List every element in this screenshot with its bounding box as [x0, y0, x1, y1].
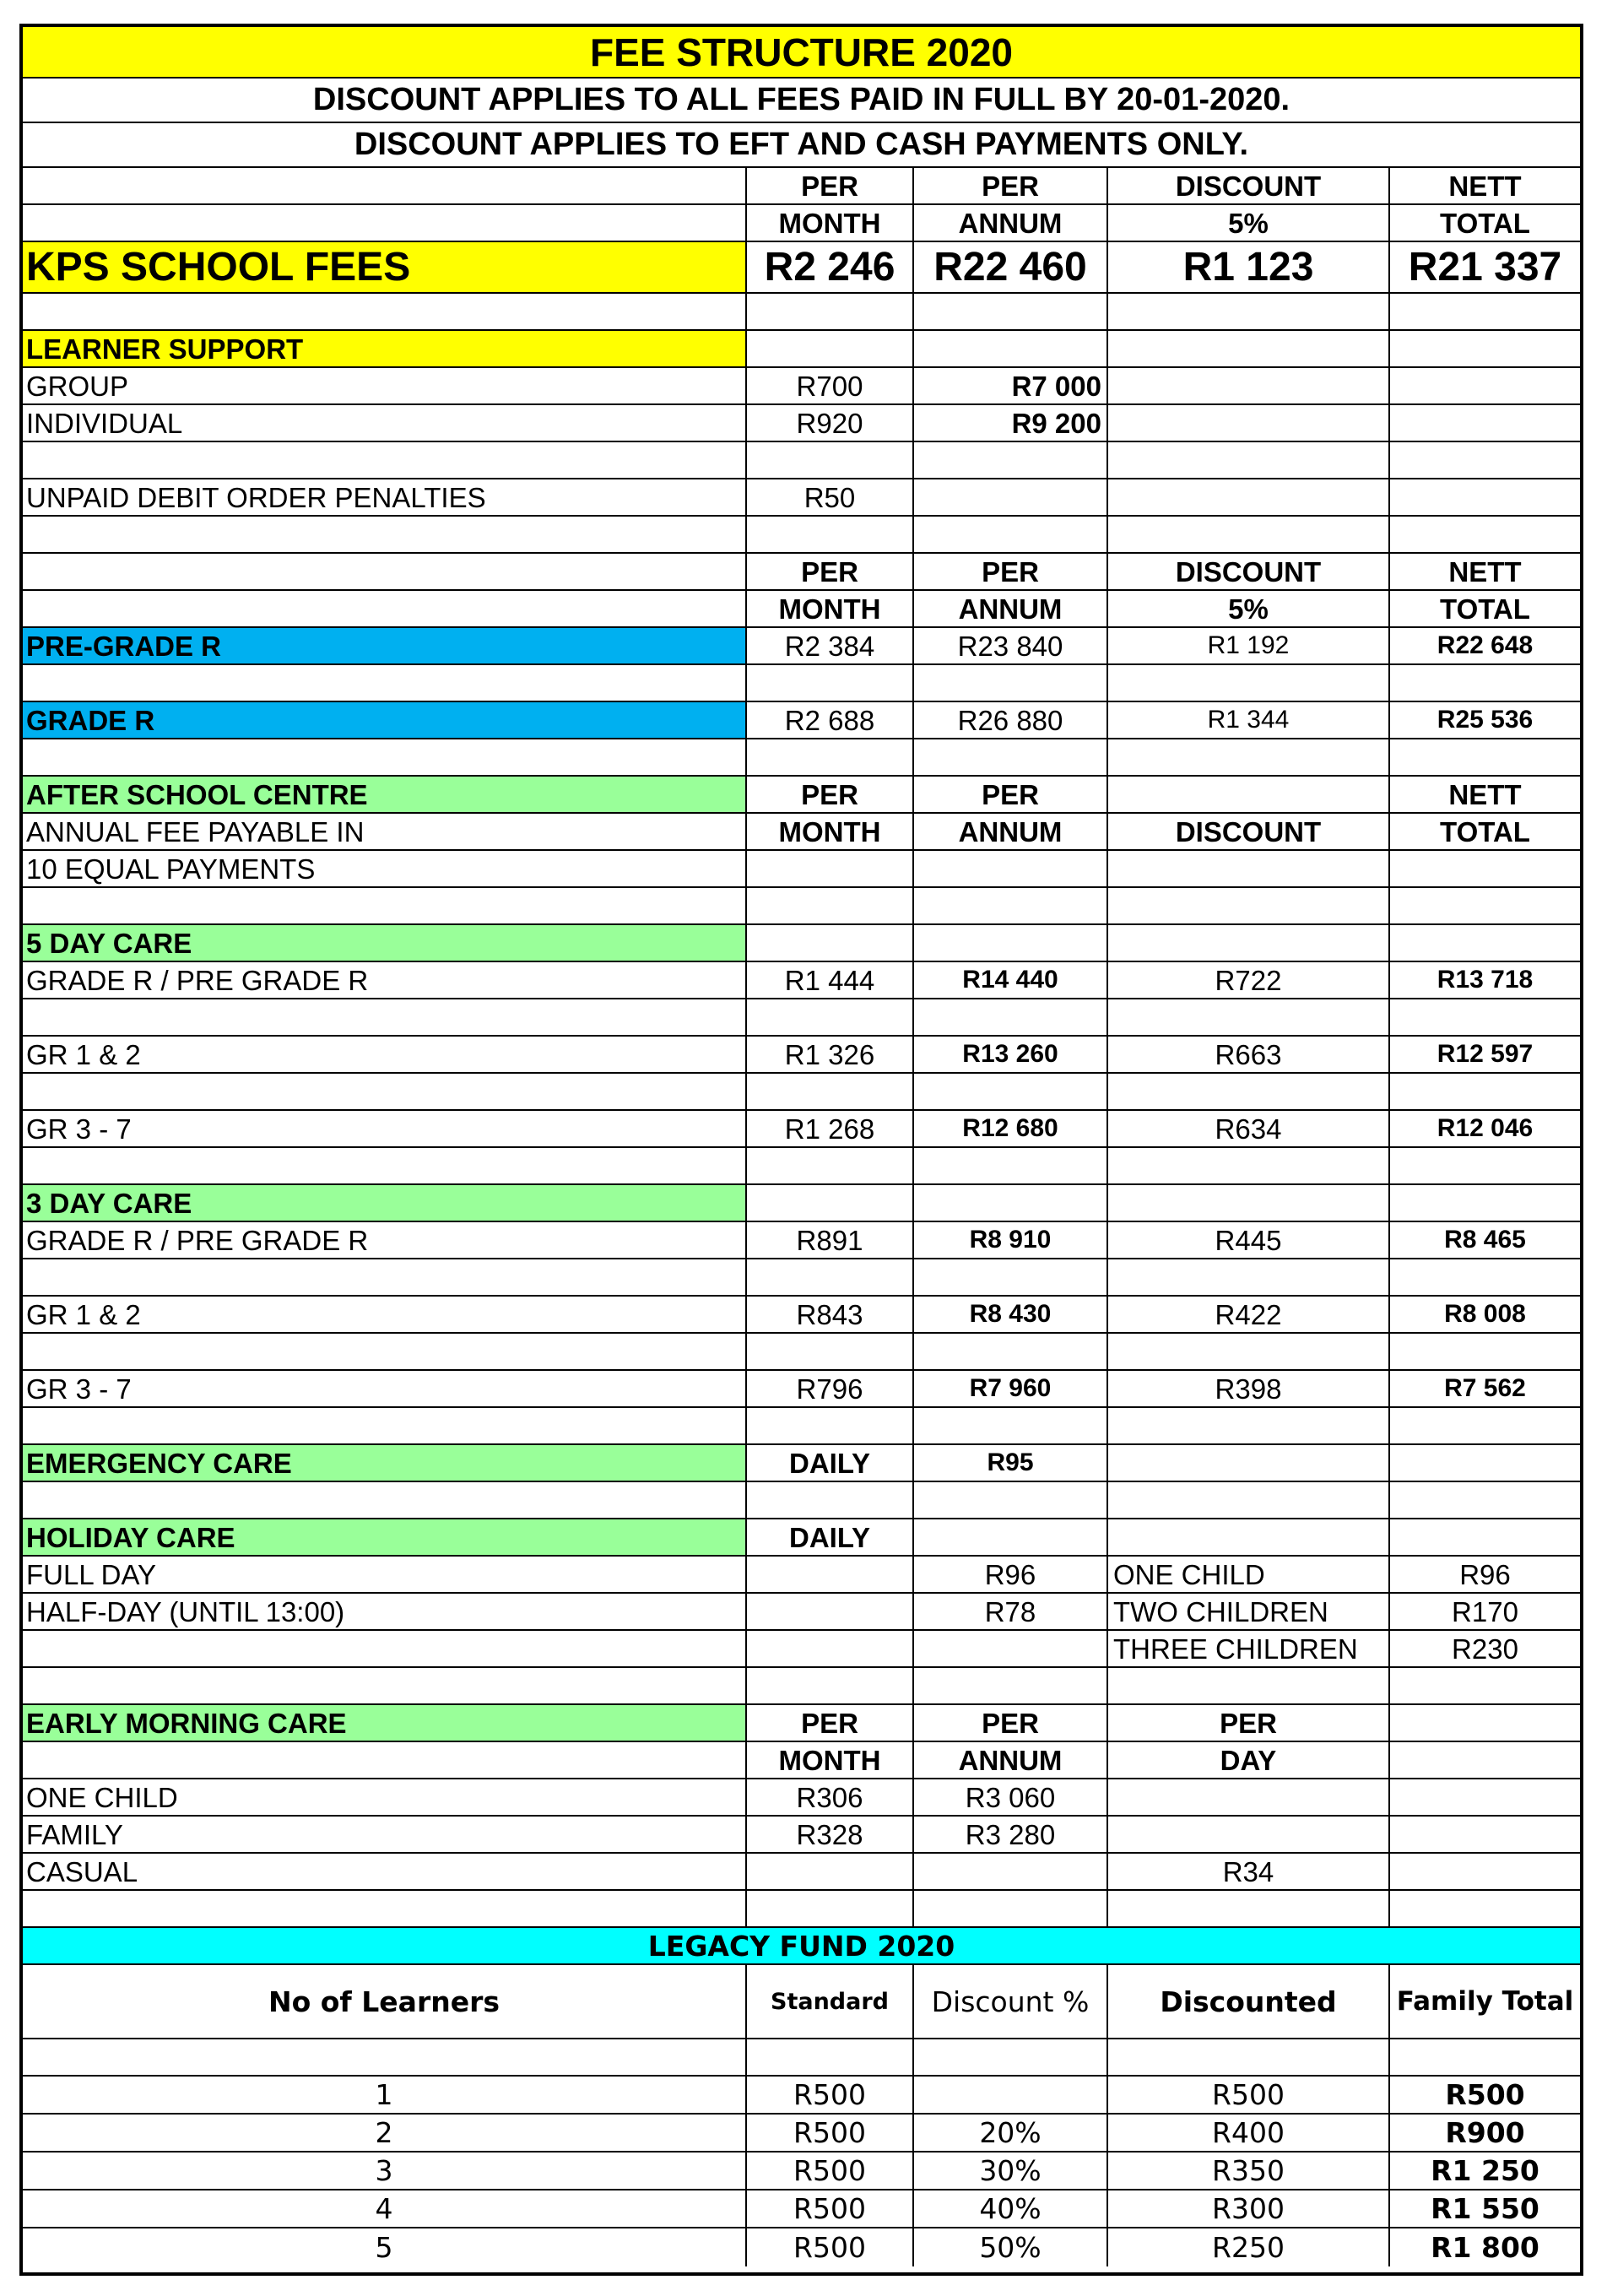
grade-r-label: GRADE R	[23, 702, 747, 738]
discounted-value: R350	[1108, 2152, 1390, 2189]
discount-pct-value: 40%	[914, 2190, 1108, 2227]
section-row	[23, 1519, 1580, 1557]
table-row	[23, 1111, 1580, 1148]
row-label: ONE CHILD	[23, 1779, 747, 1815]
discount-value: R422	[1108, 1297, 1390, 1332]
standard-value: R500	[747, 2190, 914, 2227]
annum-value: R8 430	[914, 1297, 1108, 1332]
row-label: GRADE R / PRE GRADE R	[23, 962, 747, 998]
table-row	[23, 702, 1580, 739]
table-row	[23, 405, 1580, 442]
row-label: CASUAL	[23, 1854, 747, 1889]
col-header-month: MONTH	[747, 591, 914, 626]
five-day-care-heading: 5 DAY CARE	[23, 925, 747, 961]
spacer-row	[23, 1891, 1580, 1928]
col-header-per: PER	[747, 777, 914, 812]
table-row	[23, 1037, 1580, 1074]
spacer-row	[23, 999, 1580, 1037]
annum-value: R3 280	[914, 1817, 1108, 1852]
legacy-header-row	[23, 1965, 1580, 2039]
annum-value: R13 260	[914, 1037, 1108, 1072]
col-header-annum: ANNUM	[914, 205, 1108, 241]
family-total-value: R1 250	[1431, 2154, 1539, 2187]
section-row	[23, 925, 1580, 962]
total-value: R13 718	[1437, 966, 1534, 994]
table-row	[23, 1222, 1580, 1259]
table-row	[23, 2077, 1580, 2115]
table-row	[23, 368, 1580, 405]
row-label: ANNUAL FEE PAYABLE IN	[23, 814, 747, 849]
col-header-total: TOTAL	[1440, 593, 1530, 625]
annum-value: R9 200	[914, 405, 1108, 441]
discount-pct-value: 50%	[914, 2228, 1108, 2266]
month-value: R2 688	[747, 702, 914, 738]
family-total-value: R1 550	[1431, 2192, 1539, 2225]
month-value: R700	[747, 368, 914, 403]
month-value: R843	[747, 1297, 914, 1332]
total-value: R7 562	[1444, 1374, 1526, 1402]
total-value: R12 597	[1437, 1040, 1534, 1068]
header-row	[23, 591, 1580, 628]
col-header-discount-pct: 5%	[1108, 205, 1390, 241]
school-fees-annum: R22 460	[914, 242, 1108, 292]
table-row	[23, 1817, 1580, 1854]
month-value: R1 444	[747, 962, 914, 998]
month-value: R306	[747, 1779, 914, 1815]
spacer-row	[23, 1334, 1580, 1371]
discount-value: R634	[1108, 1111, 1390, 1146]
col-header-annum: ANNUM	[914, 1742, 1108, 1778]
after-school-heading: AFTER SCHOOL CENTRE	[23, 777, 747, 812]
col-header-per: PER	[914, 1705, 1108, 1741]
section-row	[23, 331, 1580, 368]
discount-value: R722	[1108, 962, 1390, 998]
table-row	[23, 628, 1580, 665]
col-header-daily: DAILY	[747, 1445, 914, 1481]
col-header-per: PER	[914, 168, 1108, 203]
spacer-row	[23, 1668, 1580, 1705]
discount-value: R398	[1108, 1371, 1390, 1406]
month-value: R796	[747, 1371, 914, 1406]
row-label: GROUP	[23, 368, 747, 403]
pre-grade-r-label: PRE-GRADE R	[23, 628, 747, 663]
learner-count: 5	[23, 2228, 747, 2266]
daily-rate: R78	[914, 1594, 1108, 1629]
total-value: R12 046	[1437, 1114, 1534, 1142]
standard-value: R500	[747, 2152, 914, 2189]
month-value: R891	[747, 1222, 914, 1258]
children-total: R230	[1452, 1633, 1518, 1665]
spacer-row	[23, 1482, 1580, 1519]
discount-value: R1 192	[1108, 628, 1390, 663]
row-label: GRADE R / PRE GRADE R	[23, 1222, 747, 1258]
annum-value: R23 840	[914, 628, 1108, 663]
school-fees-discount: R1 123	[1108, 242, 1390, 292]
row-label: INDIVIDUAL	[23, 405, 747, 441]
spacer-row	[23, 442, 1580, 479]
day-value: R34	[1108, 1854, 1390, 1889]
learner-count: 4	[23, 2190, 747, 2227]
month-value: R2 384	[747, 628, 914, 663]
children-label: TWO CHILDREN	[1108, 1594, 1390, 1629]
annum-value: R8 910	[914, 1222, 1108, 1258]
note-row	[23, 79, 1580, 123]
table-row	[23, 1594, 1580, 1631]
table-row	[23, 2115, 1580, 2152]
table-row	[23, 814, 1580, 851]
row-label: HALF-DAY (UNTIL 13:00)	[23, 1594, 747, 1629]
discounted-value: R250	[1108, 2228, 1390, 2266]
legacy-title-row	[23, 1928, 1580, 1965]
header-row	[23, 168, 1580, 205]
standard-value: R500	[747, 2077, 914, 2113]
spacer-row	[23, 1148, 1580, 1185]
school-fees-label: KPS SCHOOL FEES	[23, 242, 747, 292]
school-fees-total: R21 337	[1408, 244, 1562, 290]
col-header-month: MONTH	[747, 814, 914, 849]
col-header-per: PER	[747, 168, 914, 203]
family-total-value: R1 800	[1431, 2231, 1539, 2264]
col-header-per: PER	[914, 554, 1108, 589]
spacer-row	[23, 1259, 1580, 1297]
daily-rate: R96	[914, 1557, 1108, 1592]
col-header-discount: DISCOUNT	[1108, 168, 1390, 203]
holiday-care-heading: HOLIDAY CARE	[23, 1519, 747, 1555]
header-row	[23, 1742, 1580, 1779]
standard-value: R500	[747, 2115, 914, 2151]
children-label: THREE CHILDREN	[1108, 1631, 1390, 1666]
school-fees-month: R2 246	[747, 242, 914, 292]
month-value: R920	[747, 405, 914, 441]
table-row	[23, 1779, 1580, 1817]
total-value: R8 008	[1444, 1300, 1526, 1328]
spacer-row	[23, 1408, 1580, 1445]
table-row	[23, 851, 1580, 888]
table-row	[23, 1854, 1580, 1891]
row-label: UNPAID DEBIT ORDER PENALTIES	[23, 479, 747, 515]
title-row	[23, 27, 1580, 79]
discount-value: R445	[1108, 1222, 1390, 1258]
col-header-discount: DISCOUNT	[1108, 554, 1390, 589]
annum-value: R3 060	[914, 1779, 1108, 1815]
annum-value: R7 000	[914, 368, 1108, 403]
row-label: 10 EQUAL PAYMENTS	[23, 851, 747, 886]
total-value: R22 648	[1437, 631, 1534, 659]
table-row	[23, 479, 1580, 517]
table-row	[23, 962, 1580, 999]
annum-value: R12 680	[914, 1111, 1108, 1146]
month-value: R50	[747, 479, 914, 515]
total-value: R25 536	[1437, 706, 1534, 734]
discount-pct-value: 20%	[914, 2115, 1108, 2151]
emergency-rate: R95	[914, 1445, 1108, 1481]
table-row	[23, 2190, 1580, 2228]
row-label: FULL DAY	[23, 1557, 747, 1592]
early-morning-heading: EARLY MORNING CARE	[23, 1705, 747, 1741]
col-header-per: PER	[747, 1705, 914, 1741]
col-header-discount-pct: Discount %	[914, 1965, 1108, 2038]
col-header-total: TOTAL	[1440, 207, 1530, 239]
section-row	[23, 777, 1580, 814]
header-row	[23, 554, 1580, 591]
col-header-per: PER	[1108, 1705, 1390, 1741]
col-header-annum: ANNUM	[914, 814, 1108, 849]
col-header-family-total: Family Total	[1396, 1985, 1574, 2017]
table-row	[23, 1631, 1580, 1668]
col-header-per: PER	[747, 554, 914, 589]
month-value: R328	[747, 1817, 914, 1852]
row-label: FAMILY	[23, 1817, 747, 1852]
section-row	[23, 1185, 1580, 1222]
section-row	[23, 1705, 1580, 1742]
legacy-fund-title: LEGACY FUND 2020	[647, 1929, 955, 1963]
col-header-total: TOTAL	[1440, 815, 1530, 847]
col-header-month: MONTH	[747, 1742, 914, 1778]
col-header-day: DAY	[1108, 1742, 1390, 1778]
spacer-row	[23, 2039, 1580, 2077]
spacer-row	[23, 739, 1580, 777]
discounted-value: R500	[1108, 2077, 1390, 2113]
col-header-nett: NETT	[1448, 778, 1522, 810]
col-header-discount-pct: 5%	[1108, 591, 1390, 626]
spacer-row	[23, 1074, 1580, 1111]
discount-note-2: DISCOUNT APPLIES TO EFT AND CASH PAYMENTS ONLY.	[354, 127, 1249, 162]
table-row	[23, 1297, 1580, 1334]
table-row	[23, 1557, 1580, 1594]
page-title: FEE STRUCTURE 2020	[589, 30, 1013, 74]
table-row	[23, 1445, 1580, 1482]
children-label: ONE CHILD	[1108, 1557, 1390, 1592]
col-header-standard: Standard	[747, 1965, 914, 2038]
note-row	[23, 123, 1580, 168]
total-value: R8 465	[1444, 1226, 1526, 1254]
family-total-value: R500	[1445, 2078, 1525, 2111]
discounted-value: R300	[1108, 2190, 1390, 2227]
learner-count: 2	[23, 2115, 747, 2151]
annum-value: R7 960	[914, 1371, 1108, 1406]
header-row	[23, 205, 1580, 242]
row-label: GR 3 - 7	[23, 1371, 747, 1406]
row-label: GR 3 - 7	[23, 1111, 747, 1146]
discount-pct-value	[914, 2077, 1108, 2113]
spacer-row	[23, 294, 1580, 331]
children-total: R170	[1452, 1595, 1518, 1627]
learner-count: 1	[23, 2077, 747, 2113]
spacer-row	[23, 665, 1580, 702]
children-total: R96	[1459, 1558, 1511, 1590]
three-day-care-heading: 3 DAY CARE	[23, 1185, 747, 1221]
table-row	[23, 2228, 1580, 2266]
col-header-learners: No of Learners	[23, 1965, 747, 2038]
discounted-value: R400	[1108, 2115, 1390, 2151]
school-fees-row	[23, 242, 1580, 294]
spacer-row	[23, 888, 1580, 925]
col-header-per: PER	[914, 777, 1108, 812]
month-value: R1 268	[747, 1111, 914, 1146]
annum-value: R26 880	[914, 702, 1108, 738]
discount-value: R663	[1108, 1037, 1390, 1072]
learner-support-heading: LEARNER SUPPORT	[23, 331, 747, 366]
month-value: R1 326	[747, 1037, 914, 1072]
col-header-nett: NETT	[1448, 170, 1522, 202]
learner-count: 3	[23, 2152, 747, 2189]
row-label: GR 1 & 2	[23, 1297, 747, 1332]
table-row	[23, 1371, 1580, 1408]
discount-value: R1 344	[1108, 702, 1390, 738]
annum-value: R14 440	[914, 962, 1108, 998]
discount-note-1: DISCOUNT APPLIES TO ALL FEES PAID IN FULL BY 20-01-2020.	[312, 82, 1290, 117]
col-header-nett: NETT	[1448, 555, 1522, 588]
col-header-daily: DAILY	[747, 1519, 914, 1555]
col-header-month: MONTH	[747, 205, 914, 241]
col-header-annum: ANNUM	[914, 591, 1108, 626]
col-header-discount: DISCOUNT	[1108, 814, 1390, 849]
table-row	[23, 2152, 1580, 2190]
family-total-value: R900	[1445, 2116, 1525, 2149]
discount-pct-value: 30%	[914, 2152, 1108, 2189]
standard-value: R500	[747, 2228, 914, 2266]
col-header-discounted: Discounted	[1108, 1965, 1390, 2038]
fee-structure-sheet	[19, 24, 1583, 2276]
spacer-row	[23, 517, 1580, 554]
row-label: GR 1 & 2	[23, 1037, 747, 1072]
emergency-care-heading: EMERGENCY CARE	[23, 1445, 747, 1481]
